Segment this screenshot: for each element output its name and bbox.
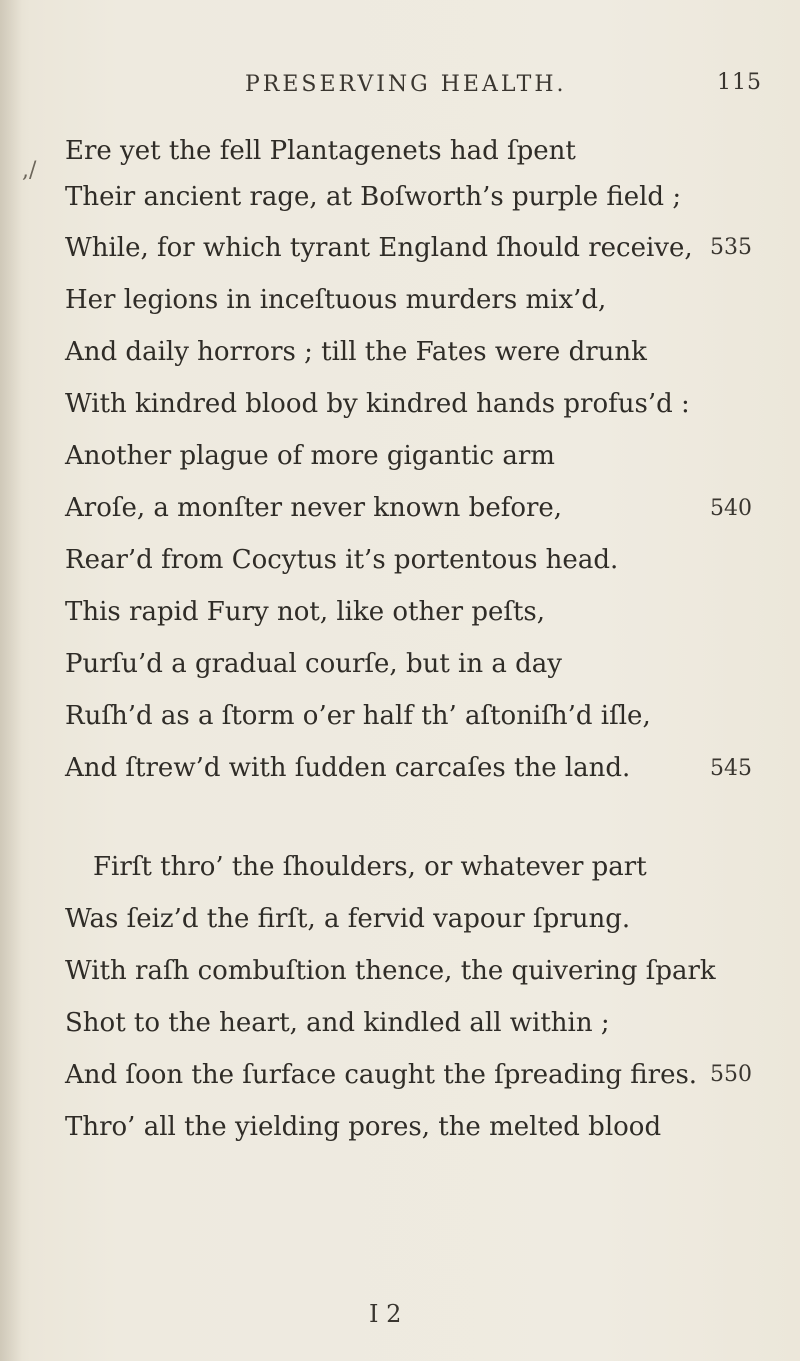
verse-line: Ruſh’d as a ſtorm o’er half th’ aſtoniſh’d iſle, (65, 701, 651, 731)
verse-line: Shot to the heart, and kindled all within ; (65, 1008, 610, 1038)
verse-line: Another plague of more gigantic arm (65, 441, 555, 471)
gutter-shadow (0, 0, 22, 1361)
signature-mark: I 2 (369, 1300, 402, 1328)
verse-line: And ſoon the ſurface caught the ſpreading fires. (65, 1060, 698, 1090)
verse-line: And daily horrors ; till the Fates were drunk (65, 337, 647, 367)
verse-line: Purſu’d a gradual courſe, but in a day (65, 649, 562, 679)
running-head: PRESERVING HEALTH. (245, 72, 567, 97)
verse-line: Firſt thro’ the ſhoulders, or whatever part (93, 852, 647, 882)
verse-line: Thro’ all the yielding pores, the melted blood (65, 1112, 662, 1142)
verse-line: With raſh combuſtion thence, the quivering ſpark (65, 956, 716, 986)
verse-line: And ſtrew’d with ſudden carcaſes the land. (65, 753, 631, 783)
margin-mark: ,/ (22, 158, 37, 183)
verse-line: Was ſeiz’d the firſt, a fervid vapour ſprung. (65, 904, 631, 934)
verse-line: With kindred blood by kindred hands profus’d : (65, 389, 690, 419)
page-number: 115 (717, 70, 762, 95)
verse-line: This rapid Fury not, like other peſts, (65, 597, 546, 627)
verse-line: Rear’d from Cocytus it’s portentous head. (65, 545, 619, 575)
line-number: 545 (710, 756, 752, 781)
verse-line: Her legions in inceſtuous murders mix’d, (65, 285, 607, 315)
verse-line: Ere yet the fell Plantagenets had ſpent (65, 136, 576, 166)
verse-line: Aroſe, a monſter never known before, (65, 493, 563, 523)
verse-line: While, for which tyrant England ſhould receive, (65, 233, 693, 263)
line-number: 550 (710, 1062, 752, 1087)
verse-line: Their ancient rage, at Boſworth’s purple field ; (65, 182, 682, 212)
line-number: 535 (710, 235, 752, 260)
line-number: 540 (710, 496, 752, 521)
